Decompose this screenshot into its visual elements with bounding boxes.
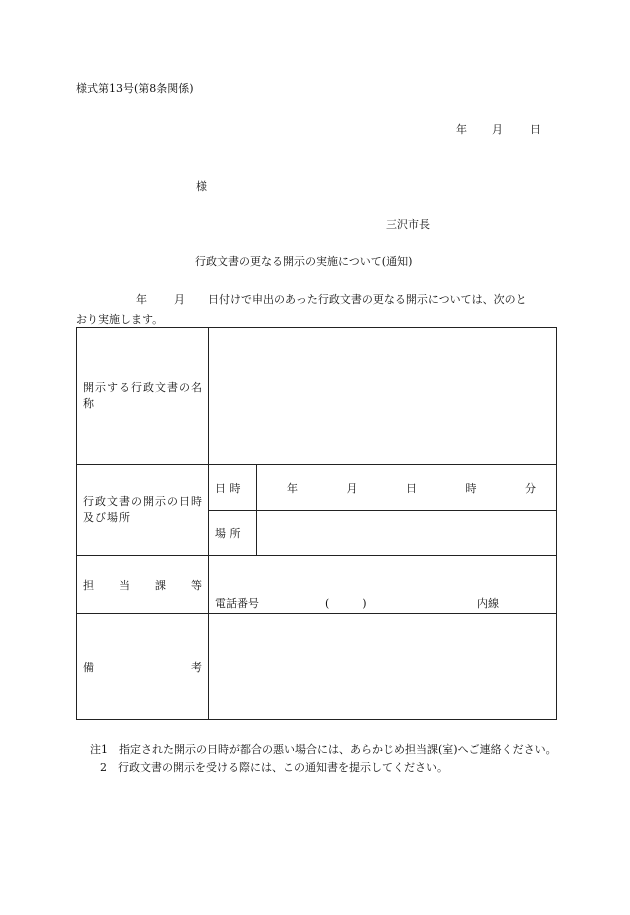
dt-month: 月	[346, 481, 358, 495]
dept-char: 等	[191, 578, 202, 592]
datetime-value[interactable]	[257, 465, 557, 511]
issue-date	[456, 123, 541, 137]
body-text-line1	[136, 293, 527, 307]
remarks-char: 考	[191, 660, 202, 674]
extension-label: 内線	[477, 597, 499, 610]
phone-label: 電話番号	[215, 597, 259, 610]
document-title: 行政文書の更なる開示の実施について(通知)	[195, 255, 413, 268]
dt-year: 年	[287, 481, 298, 495]
issuer-name: 三沢市長	[386, 218, 430, 231]
datetime-place-label: 行政文書の開示の日時及び場所	[77, 465, 209, 556]
dt-hour: 時	[465, 481, 477, 495]
recipient-suffix: 様	[196, 180, 207, 193]
remarks-value[interactable]	[209, 614, 557, 720]
dept-char: 当	[119, 578, 130, 592]
month-label: 月	[492, 123, 503, 136]
table-row-datetime	[77, 465, 557, 511]
phone-parens: ( )	[325, 597, 367, 610]
department-value[interactable]	[209, 556, 557, 614]
body-year: 年	[136, 293, 147, 306]
body-month: 月	[174, 293, 185, 306]
place-label: 場 所	[209, 511, 257, 556]
department-label	[77, 556, 209, 614]
note-1: 注1 指定された開示の日時が都合の悪い場合には、あらかじめ担当課(室)へご連絡ください。	[90, 743, 557, 756]
dt-day: 日	[406, 481, 417, 495]
form-number: 様式第13号(第8条関係)	[76, 82, 194, 95]
datetime-label: 日 時	[209, 465, 257, 511]
body-rest: 日付けで申出のあった行政文書の更なる開示については、次のと	[208, 293, 527, 306]
body-text-line2: おり実施します。	[76, 313, 164, 326]
year-label: 年	[456, 123, 467, 136]
dept-char: 課	[155, 578, 166, 592]
day-label: 日	[530, 123, 541, 136]
notes-section	[90, 741, 560, 777]
dept-char: 担	[83, 578, 94, 592]
notice-table	[76, 327, 557, 720]
table-row-department	[77, 556, 557, 614]
table-row-document-name	[77, 328, 557, 465]
remarks-char: 備	[83, 660, 94, 674]
note-2: 2 行政文書の開示を受ける際には、この通知書を提示してください。	[100, 761, 448, 774]
dt-minute: 分	[525, 481, 536, 495]
document-name-value[interactable]	[209, 328, 557, 465]
document-name-label: 開示する行政文書の名称	[77, 328, 209, 465]
remarks-label	[77, 614, 209, 720]
place-value[interactable]	[257, 511, 557, 556]
table-row-remarks	[77, 614, 557, 720]
